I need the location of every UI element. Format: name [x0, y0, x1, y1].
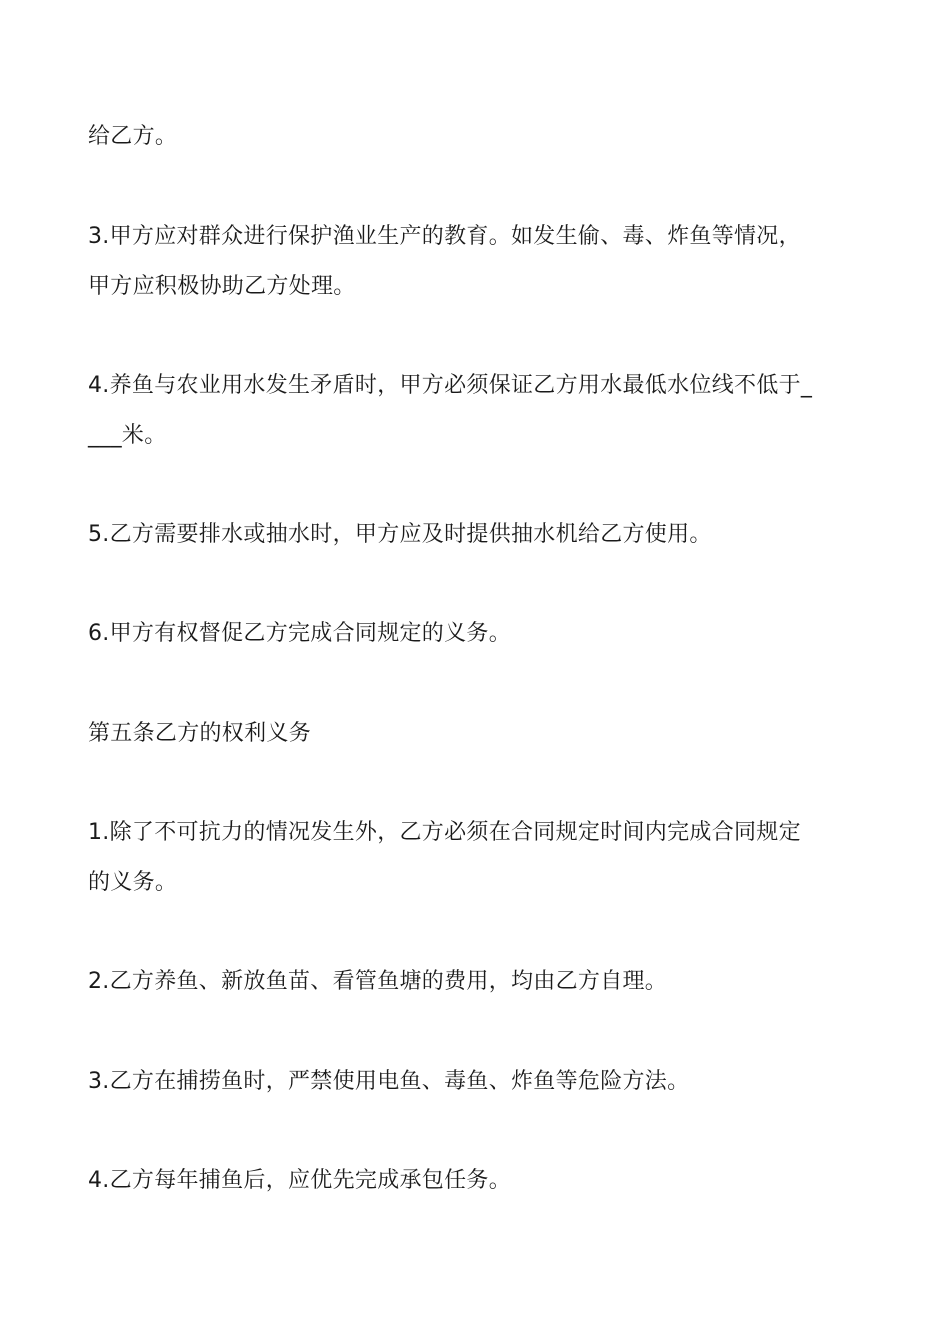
- clause-party-b-1: [88, 808, 878, 908]
- clause-party-a-5: [88, 510, 878, 560]
- clause-party-a-3: [88, 212, 878, 312]
- paragraph-continuation: [88, 112, 878, 162]
- paragraph-line: 2.乙方养鱼、新放鱼苗、看管鱼塘的费用，均由乙方自理。: [88, 969, 668, 994]
- paragraph-line: 4.养鱼与农业用水发生矛盾时，甲方必须保证乙方用水最低水位线不低于_: [88, 373, 813, 398]
- clause-party-a-4: [88, 361, 878, 461]
- paragraph-line: ___米。: [88, 423, 167, 448]
- paragraph-line: 的义务。: [88, 870, 178, 895]
- paragraph-line: 5.乙方需要排水或抽水时，甲方应及时提供抽水机给乙方使用。: [88, 522, 712, 547]
- paragraph-line: 6.甲方有权督促乙方完成合同规定的义务。: [88, 621, 511, 646]
- paragraph-line: 甲方应积极协助乙方处理。: [88, 274, 356, 299]
- paragraph-line: 第五条乙方的权利义务: [88, 721, 312, 746]
- paragraph-line: 给乙方。: [88, 124, 178, 149]
- paragraph-line: 1.除了不可抗力的情况发生外，乙方必须在合同规定时间内完成合同规定: [88, 820, 801, 845]
- paragraph-line: 3.甲方应对群众进行保护渔业生产的教育。如发生偷、毒、炸鱼等情况，: [88, 224, 801, 249]
- paragraph-line: 3.乙方在捕捞鱼时，严禁使用电鱼、毒鱼、炸鱼等危险方法。: [88, 1069, 690, 1094]
- clause-party-b-3: [88, 1057, 878, 1107]
- paragraph-line: 4.乙方每年捕鱼后，应优先完成承包任务。: [88, 1168, 511, 1193]
- clause-party-b-4: [88, 1156, 878, 1206]
- article-heading-5: [88, 709, 878, 759]
- clause-party-b-2: [88, 957, 878, 1007]
- clause-party-a-6: [88, 609, 878, 659]
